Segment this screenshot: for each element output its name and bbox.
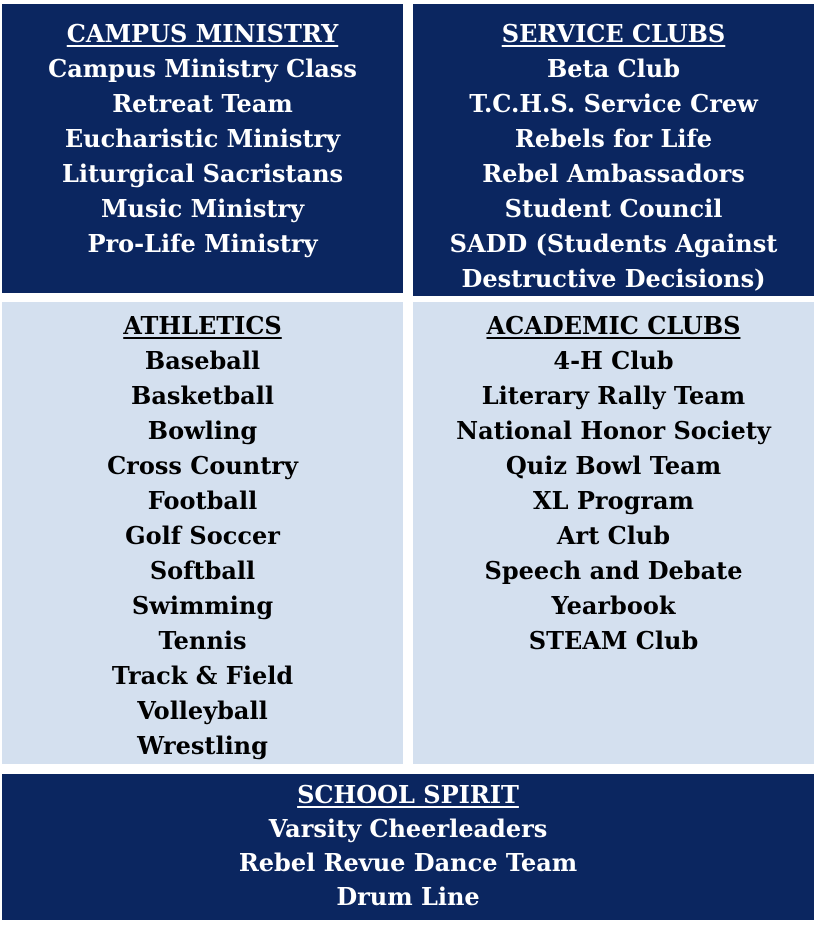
list-item: XL Program bbox=[533, 486, 694, 515]
service-clubs-panel bbox=[413, 4, 814, 296]
list-item: STEAM Club bbox=[528, 626, 699, 655]
list-item: Liturgical Sacristans bbox=[61, 159, 344, 188]
service-clubs-list bbox=[413, 51, 814, 296]
list-item: Eucharistic Ministry bbox=[64, 124, 341, 153]
school-spirit-title: SCHOOL SPIRIT bbox=[297, 780, 519, 809]
service-clubs-title: SERVICE CLUBS bbox=[501, 19, 726, 48]
academic-clubs-list bbox=[413, 343, 814, 658]
list-item: Baseball bbox=[144, 346, 261, 375]
list-item: Basketball bbox=[131, 381, 274, 410]
list-item: Music Ministry bbox=[100, 194, 305, 223]
list-item: Wrestling bbox=[137, 731, 268, 760]
academic-clubs-panel bbox=[413, 302, 814, 764]
list-item: Pro-Life Ministry bbox=[87, 229, 318, 258]
list-item: Rebel Revue Dance Team bbox=[238, 848, 578, 877]
list-item: Destructive Decisions) bbox=[461, 264, 766, 293]
list-item: Beta Club bbox=[547, 54, 680, 83]
list-item: Quiz Bowl Team bbox=[505, 451, 722, 480]
list-item: Volleyball bbox=[137, 696, 268, 725]
campus-ministry-list bbox=[2, 51, 403, 261]
list-item: Bowling bbox=[147, 416, 258, 445]
athletics-list bbox=[2, 343, 403, 763]
list-item: Tennis bbox=[158, 626, 247, 655]
athletics-title: ATHLETICS bbox=[123, 311, 282, 340]
list-item: Track & Field bbox=[111, 661, 294, 690]
academic-clubs-title: ACADEMIC CLUBS bbox=[486, 311, 741, 340]
campus-ministry-title: CAMPUS MINISTRY bbox=[66, 19, 339, 48]
list-item: Rebel Ambassadors bbox=[482, 159, 745, 188]
list-item: Drum Line bbox=[336, 882, 480, 911]
athletics-panel bbox=[2, 302, 403, 764]
list-item: Speech and Debate bbox=[484, 556, 743, 585]
list-item: Varsity Cheerleaders bbox=[268, 814, 548, 843]
list-item: Student Council bbox=[504, 194, 723, 223]
list-item: Art Club bbox=[556, 521, 671, 550]
list-item: T.C.H.S. Service Crew bbox=[469, 89, 758, 118]
list-item: Rebels for Life bbox=[514, 124, 713, 153]
list-item: National Honor Society bbox=[456, 416, 771, 445]
list-item: Literary Rally Team bbox=[481, 381, 746, 410]
list-item: Campus Ministry Class bbox=[48, 54, 357, 83]
list-item: Swimming bbox=[131, 591, 274, 620]
list-item: 4-H Club bbox=[553, 346, 674, 375]
campus-ministry-panel bbox=[2, 4, 403, 293]
list-item: Softball bbox=[149, 556, 256, 585]
list-item: Retreat Team bbox=[112, 89, 293, 118]
school-spirit-panel bbox=[2, 774, 814, 920]
list-item: SADD (Students Against bbox=[449, 229, 778, 258]
list-item: Golf Soccer bbox=[125, 521, 280, 550]
school-spirit-list bbox=[2, 812, 814, 914]
list-item: Cross Country bbox=[107, 451, 298, 480]
list-item: Yearbook bbox=[551, 591, 676, 620]
list-item: Football bbox=[147, 486, 258, 515]
